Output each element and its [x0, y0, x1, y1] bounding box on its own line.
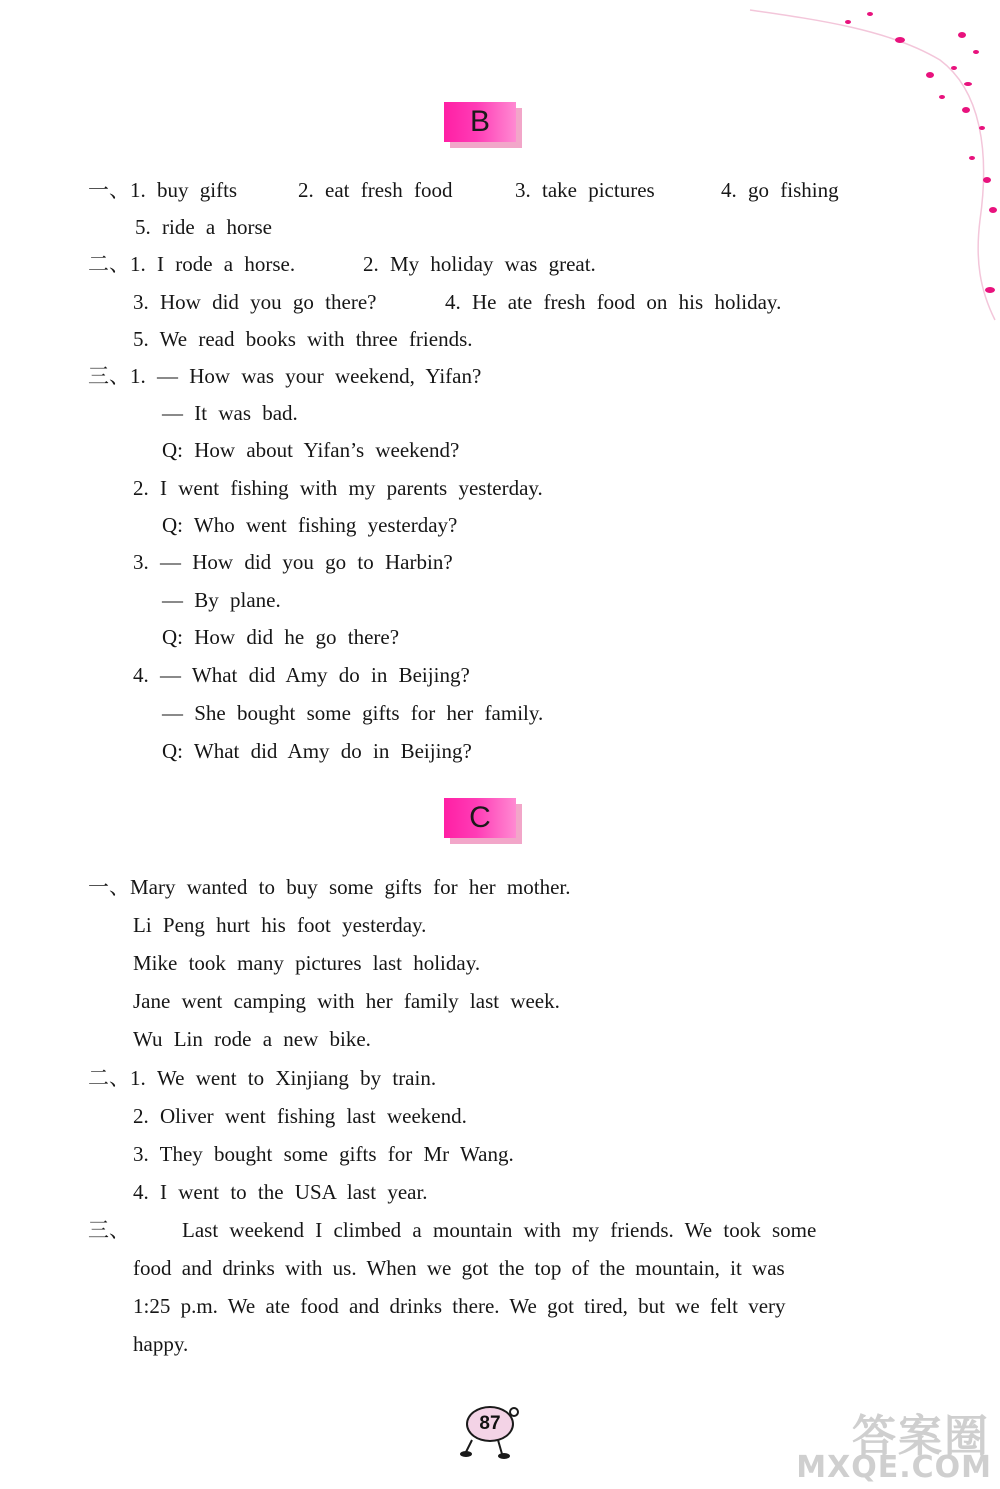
answer-line: Q: How did he go there?	[162, 625, 400, 649]
section-b-label: B	[469, 105, 490, 138]
answer-line: 2. Oliver went fishing last weekend.	[133, 1104, 467, 1128]
answer-line: 4. I went to the USA last year.	[133, 1180, 428, 1204]
watermark-url: MXQE.COM	[796, 1450, 992, 1485]
answer-line: 3. They bought some gifts for Mr Wang.	[133, 1142, 514, 1166]
pink-petal-branch-icon	[740, 0, 1000, 330]
answer-line: 二、1. I rode a horse.	[88, 252, 296, 276]
answer-line: 4. go fishing	[721, 178, 839, 202]
section-c-badge	[444, 798, 516, 838]
answer-line: 3. — How did you go to Harbin?	[133, 550, 453, 574]
section-c-label: C	[469, 801, 491, 834]
page-number-badge	[458, 1400, 522, 1460]
answer-line: Mike took many pictures last holiday.	[133, 951, 481, 975]
answer-line: 3. How did you go there?	[133, 290, 377, 314]
answer-line: 二、1. We went to Xinjiang by train.	[88, 1066, 437, 1090]
paragraph-line: Last weekend I climbed a mountain with my friends. We took some	[182, 1218, 817, 1242]
paragraph-line: happy.	[133, 1332, 189, 1356]
answer-line: Li Peng hurt his foot yesterday.	[133, 913, 427, 937]
answer-line: 2. eat fresh food	[298, 178, 453, 202]
answer-line: Q: What did Amy do in Beijing?	[162, 739, 472, 763]
answer-line: 一、1. buy gifts	[88, 178, 238, 202]
answer-line: 一、Mary wanted to buy some gifts for her mother.	[88, 875, 571, 899]
answer-line: 3. take pictures	[515, 178, 655, 202]
answer-line: Q: How about Yifan’s weekend?	[162, 438, 460, 462]
paragraph-line: food and drinks with us. When we got the top of the mountain, it was	[133, 1256, 785, 1280]
answer-line: 2. My holiday was great.	[363, 252, 596, 276]
answer-line: — By plane.	[162, 588, 281, 612]
page-number: 87	[466, 1406, 514, 1442]
paragraph-line: 1:25 p.m. We ate food and drinks there. We got tired, but we felt very	[133, 1294, 786, 1318]
answer-line: 5. We read books with three friends.	[133, 327, 473, 351]
watermark	[796, 1400, 1000, 1489]
answer-line: 4. — What did Amy do in Beijing?	[133, 663, 470, 687]
answer-line: 4. He ate fresh food on his holiday.	[445, 290, 782, 314]
answer-line: 5. ride a horse	[135, 215, 272, 239]
answer-line: Wu Lin rode a new bike.	[133, 1027, 371, 1051]
answer-line: 三、1. — How was your weekend, Yifan?	[88, 364, 482, 388]
answer-line: — It was bad.	[162, 401, 298, 425]
answer-line: — She bought some gifts for her family.	[162, 701, 544, 725]
section-b-badge	[444, 102, 516, 142]
answer-line: 2. I went fishing with my parents yesterday.	[133, 476, 543, 500]
answer-line: Q: Who went fishing yesterday?	[162, 513, 458, 537]
answer-line: 三、	[88, 1218, 130, 1242]
watermark-logo-text: 答案圈	[852, 1411, 990, 1462]
answer-line: Jane went camping with her family last week.	[133, 989, 560, 1013]
